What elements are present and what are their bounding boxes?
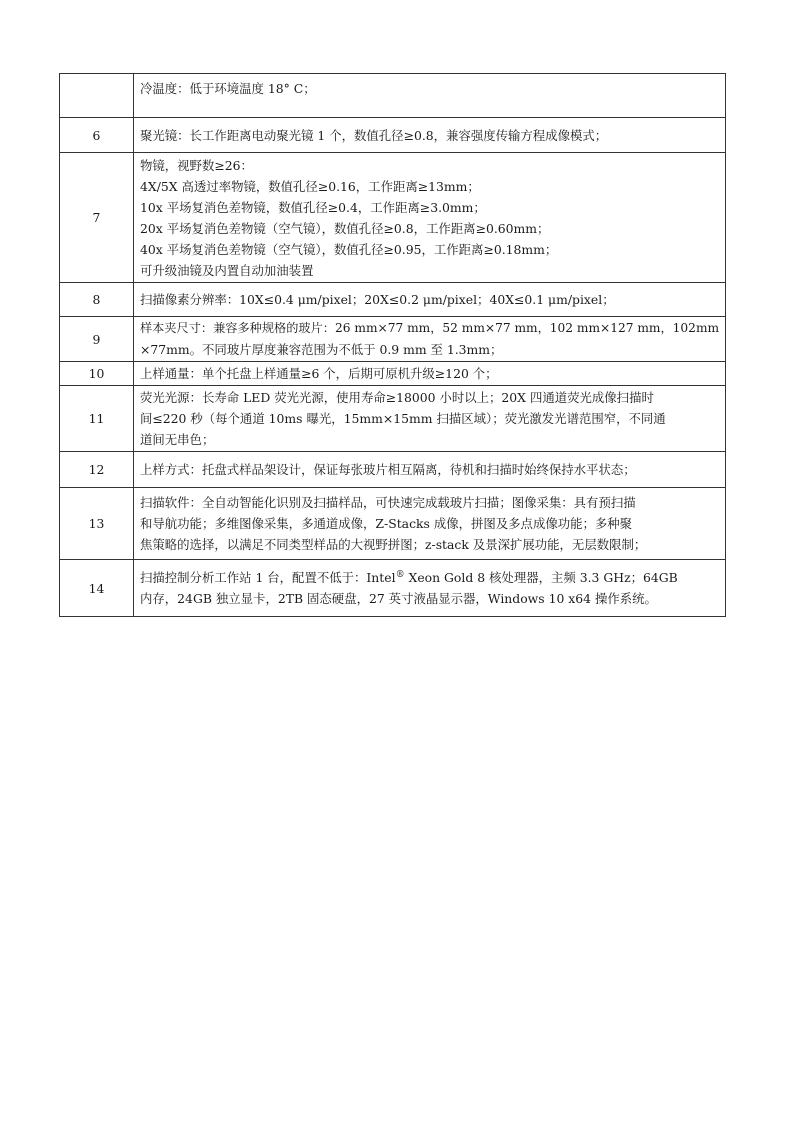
table-row xyxy=(60,317,726,362)
content-line: 道间无串色； xyxy=(140,432,215,447)
row-number: 9 xyxy=(60,317,134,362)
row-content xyxy=(134,74,726,118)
row-number: 12 xyxy=(60,452,134,488)
table-row xyxy=(60,560,726,617)
content-line: 上样通量：单个托盘上样通量≥6 个，后期可原机升级≥120 个； xyxy=(140,366,498,381)
row-content xyxy=(134,488,726,560)
row-number: 7 xyxy=(60,153,134,283)
row-content xyxy=(134,362,726,386)
content-line: 物镜，视野数≥26： xyxy=(140,157,253,173)
content-line: 和导航功能；多维图像采集，多通道成像，Z-Stacks 成像，拼图及多点成像功能；多种聚 xyxy=(140,516,633,531)
table-row xyxy=(60,153,726,283)
content-line: 可升级油镜及内置自动加油装置 xyxy=(140,262,314,278)
registered-mark: ® xyxy=(395,569,405,580)
content-line: 10x 平场复消色差物镜，数值孔径≥0.4，工作距离≥3.0mm； xyxy=(140,199,486,215)
content-line: 4X/5X 高透过率物镜，数值孔径≥0.16，工作距离≥13mm； xyxy=(140,178,480,194)
content-line: 20x 平场复消色差物镜（空气镜），数值孔径≥0.8，工作距离≥0.60mm； xyxy=(140,220,550,236)
row-content xyxy=(134,317,726,362)
content-line: 40x 平场复消色差物镜（空气镜），数值孔径≥0.95，工作距离≥0.18mm； xyxy=(140,241,558,257)
row-content xyxy=(134,560,726,617)
table-row xyxy=(60,283,726,317)
table-row xyxy=(60,452,726,488)
table-row xyxy=(60,488,726,560)
row-number: 14 xyxy=(60,560,134,617)
spec-table xyxy=(59,73,726,617)
content-line: 冷温度：低于环境温度 18° C； xyxy=(140,81,316,96)
content-line: 内存，24GB 独立显卡，2TB 固态硬盘，27 英寸液晶显示器，Windows 10 x64 操作系统。 xyxy=(140,591,657,606)
content-line: 扫描控制分析工作站 1 台，配置不低于：Intel® Xeon Gold 8 核处理器，主频 3.3 GHz；64GB xyxy=(140,569,678,585)
row-content xyxy=(134,153,726,283)
row-number: 11 xyxy=(60,386,134,452)
row-number: 10 xyxy=(60,362,134,386)
row-content xyxy=(134,283,726,317)
content-line: 聚光镜：长工作距离电动聚光镜 1 个，数值孔径≥0.8，兼容强度传输方程成像模式； xyxy=(140,127,608,143)
row-number: 6 xyxy=(60,118,134,153)
content-line: ×77mm。不同玻片厚度兼容范围为不低于 0.9 mm 至 1.3mm； xyxy=(140,342,503,357)
content-line: 荧光光源：长寿命 LED 荧光光源，使用寿命≥18000 小时以上；20X 四通道荧光成像扫描时 xyxy=(140,390,654,405)
content-line: 扫描软件：全自动智能化识别及扫描样品，可快速完成载玻片扫描；图像采集：具有预扫描 xyxy=(140,495,636,510)
table-row xyxy=(60,74,726,118)
content-line: 样本夹尺寸：兼容多种规格的玻片：26 mm×77 mm，52 mm×77 mm，102 mm×127 mm，102mm xyxy=(140,321,720,335)
row-number: 13 xyxy=(60,488,134,560)
row-content xyxy=(134,452,726,488)
content-line: 焦策略的选择，以满足不同类型样品的大视野拼图；z-stack 及景深扩展功能，无层数限制； xyxy=(140,537,647,552)
row-number xyxy=(60,74,134,118)
row-content xyxy=(134,118,726,153)
table-row xyxy=(60,118,726,153)
table-row xyxy=(60,362,726,386)
row-content xyxy=(134,386,726,452)
table-row xyxy=(60,386,726,452)
content-line: 间≤220 秒（每个通道 10ms 曝光，15mm×15mm 扫描区域）；荧光激发光谱范围窄，不同通 xyxy=(140,411,666,426)
content-line: 上样方式：托盘式样品架设计，保证每张玻片相互隔离，待机和扫描时始终保持水平状态； xyxy=(140,462,636,477)
row-number: 8 xyxy=(60,283,134,317)
content-line: 扫描像素分辨率：10X≤0.4 μm/pixel；20X≤0.2 μm/pixel；40X≤0.1 μm/pixel； xyxy=(140,292,615,307)
